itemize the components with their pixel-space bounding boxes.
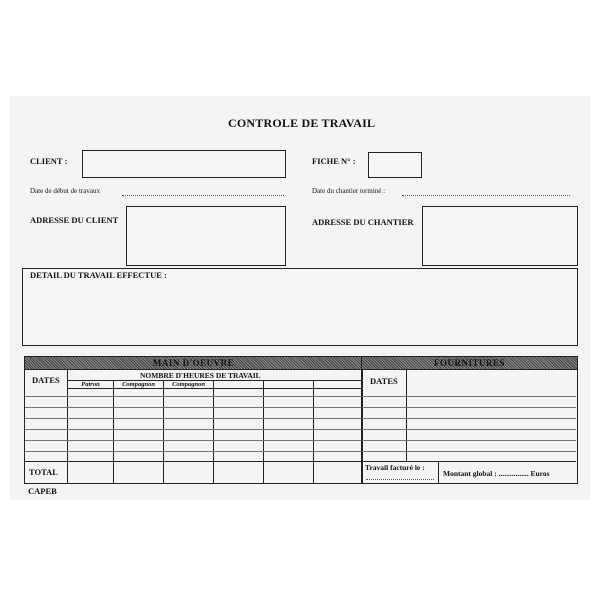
form-title: CONTROLE DE TRAVAIL — [228, 116, 376, 130]
supplies-amount-label: Montant global : ................ Euros — [443, 469, 550, 478]
supplies-dates-label: DATES — [370, 376, 398, 386]
date-fin-field[interactable] — [402, 195, 570, 196]
supplies-divider — [438, 461, 439, 483]
supplies-row-line — [362, 451, 576, 452]
adresse-chantier-label: ADRESSE DU CHANTIER — [312, 217, 414, 227]
supplies-row-line — [362, 396, 576, 397]
labor-row-line — [25, 451, 361, 452]
labor-row-line — [25, 407, 361, 408]
adresse-client-label: ADRESSE DU CLIENT — [30, 215, 119, 225]
labor-dates-label: DATES — [32, 375, 60, 385]
labor-col-patron: Patron — [81, 381, 100, 388]
labor-row-line — [25, 440, 361, 441]
adresse-chantier-field[interactable] — [422, 206, 578, 266]
client-label: CLIENT : — [30, 156, 68, 166]
labor-total-line — [25, 461, 361, 462]
labor-col-compagnon-1: Compagnon — [122, 381, 155, 388]
supplies-divider — [406, 369, 407, 461]
date-fin-label: Date du chantier terminé : — [312, 187, 386, 195]
client-field[interactable] — [82, 150, 286, 178]
supplies-row-line — [362, 418, 576, 419]
labor-row-line — [25, 429, 361, 430]
supplies-invoiced-field[interactable] — [366, 479, 434, 480]
adresse-client-field[interactable] — [126, 206, 286, 266]
supplies-header: FOURNITURES — [433, 358, 505, 368]
supplies-row-line — [362, 440, 576, 441]
footer-capeb: CAPEB — [28, 486, 57, 496]
supplies-row-line — [362, 429, 576, 430]
supplies-total-line — [362, 461, 576, 462]
form-sheet — [10, 96, 590, 500]
labor-row-line — [25, 418, 361, 419]
labor-header: MAIN D'OEUVRE — [152, 358, 235, 368]
fiche-label: FICHE N° : — [312, 156, 356, 166]
labor-hours-label: NOMBRE D'HEURES DE TRAVAIL — [140, 371, 261, 380]
labor-header-band — [24, 356, 363, 370]
date-debut-field[interactable] — [122, 195, 284, 196]
labor-divider — [68, 388, 361, 389]
labor-col-compagnon-2: Compagnon — [172, 381, 205, 388]
labor-row-line — [25, 396, 361, 397]
supplies-invoiced-label: Travail facturé le : — [365, 463, 425, 472]
labor-total-label: TOTAL — [29, 467, 58, 477]
supplies-row-line — [362, 407, 576, 408]
detail-label: DETAIL DU TRAVAIL EFFECTUE : — [30, 270, 167, 280]
fiche-number-field[interactable] — [368, 152, 422, 178]
supplies-header-band — [361, 356, 578, 370]
date-debut-label: Date de début de travaux — [30, 187, 100, 195]
